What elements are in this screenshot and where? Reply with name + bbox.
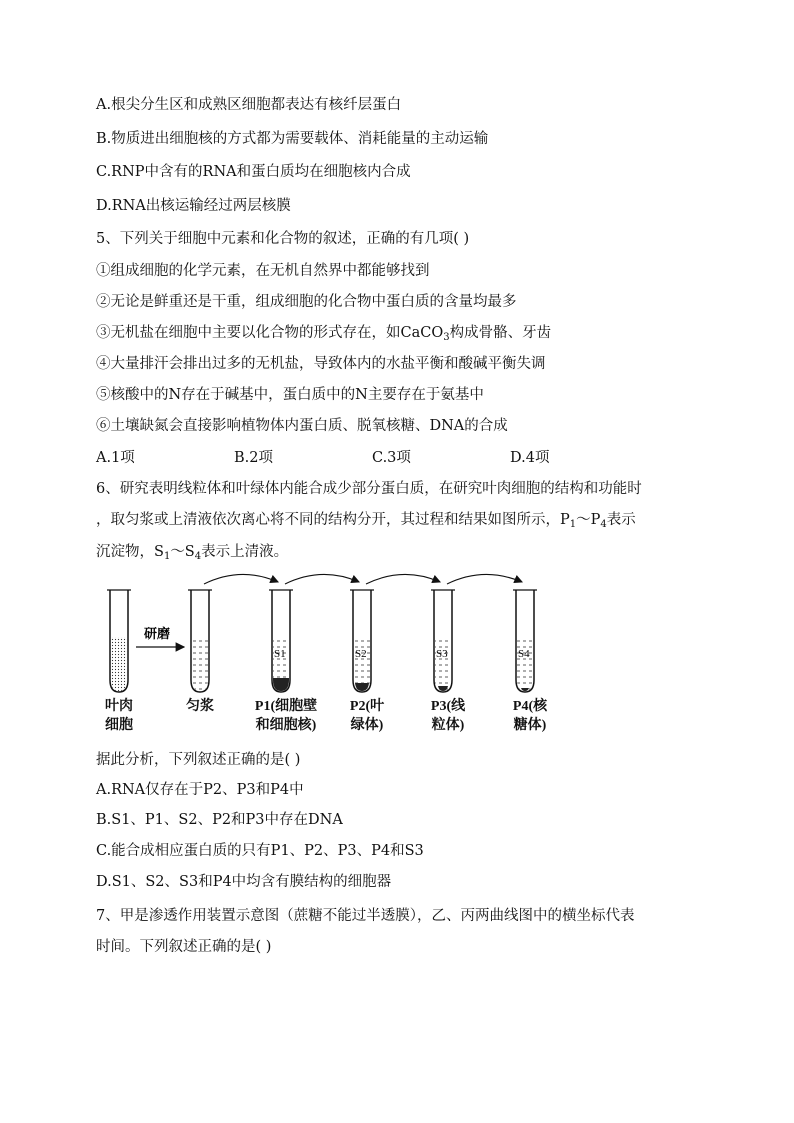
q5-option-b: B.2项 [234, 450, 273, 466]
tube1-label-line2: 细胞 [105, 718, 133, 733]
q5-statement-3: ③无机盐在细胞中主要以化合物的形式存在，如CaCO$_3$构成骨骼、牙齿 [96, 325, 552, 343]
s1-label: S1 [274, 648, 286, 660]
tube6-label-line2: 糖体) [513, 718, 547, 733]
tube5-label-line2: 粒体) [431, 718, 465, 733]
tube3-label-line1: P1(细胞壁 [254, 699, 318, 714]
q6-option-b: B.S1、P1、S2、P2和P3中存在DNA [96, 812, 343, 828]
q6-option-d: D.S1、S2、S3和P4中均含有膜结构的细胞器 [96, 874, 392, 890]
tube-p2 [350, 590, 374, 692]
q5-statement-6: ⑥土壤缺氮会直接影响植物体内蛋白质、脱氧核糖、DNA的合成 [96, 418, 508, 434]
q6-option-c: C.能合成相应蛋白质的只有P1、P2、P3、P4和S3 [96, 843, 424, 859]
tube-homogenate [188, 590, 212, 692]
q6-stem-line2: ，取匀浆或上清液依次离心将不同的结构分开，其过程和结果如图所示，$P_1\sim P_4$表示 [96, 512, 636, 530]
q7-stem-line2: 时间。下列叙述正确的是( ) [96, 939, 272, 955]
q4-option-c: C.RNP中含有的RNA和蛋白质均在细胞核内合成 [96, 164, 411, 180]
tube-p4 [513, 590, 537, 692]
tube-p3 [431, 590, 455, 692]
centrifugation-figure [96, 572, 566, 742]
q5-statement-1: ①组成细胞的化学元素，在无机自然界中都能够找到 [96, 263, 430, 279]
transfer-arcs [204, 574, 522, 584]
s4-label: S4 [518, 648, 530, 660]
s2-label: S2 [355, 648, 367, 660]
q5-statement-2: ②无论是鲜重还是干重，组成细胞的化合物中蛋白质的含量均最多 [96, 294, 517, 310]
tube6-label-line1: P4(核 [512, 699, 548, 714]
tube4-label-line1: P2(叶 [349, 699, 385, 714]
q5-option-d: D.4项 [510, 450, 550, 466]
grinding-label: 研磨 [144, 626, 171, 641]
q4-option-d: D.RNA出核运输经过两层核膜 [96, 198, 291, 214]
tube4-label-line2: 绿体) [350, 718, 384, 733]
q5-statement-5: ⑤核酸中的N存在于碱基中，蛋白质中的N主要存在于氨基中 [96, 387, 484, 403]
q4-option-b: B.物质进出细胞核的方式都为需要载体、消耗能量的主动运输 [96, 131, 489, 147]
s3-label: S3 [436, 648, 448, 660]
tube1-label-line1: 叶肉 [105, 699, 133, 714]
tube3-label-line2: 和细胞核) [255, 718, 317, 733]
q7-stem-line1: 7、甲是渗透作用装置示意图（蔗糖不能过半透膜），乙、丙两曲线图中的横坐标代表 [96, 908, 635, 924]
q5-option-a: A.1项 [96, 450, 135, 466]
tube2-label: 匀浆 [186, 699, 214, 714]
q5-option-c: C.3项 [372, 450, 411, 466]
tube-leaf-cells [107, 590, 131, 692]
tube5-label-line1: P3(线 [430, 699, 466, 714]
q6-question: 据此分析，下列叙述正确的是( ) [96, 752, 301, 768]
q5-statement-4: ④大量排汗会排出过多的无机盐，导致体内的水盐平衡和酸碱平衡失调 [96, 356, 546, 372]
q6-stem-line1: 6、研究表明线粒体和叶绿体内能合成少部分蛋白质，在研究叶肉细胞的结构和功能时 [96, 481, 642, 497]
q5-stem: 5、下列关于细胞中元素和化合物的叙述，正确的有几项( ) [96, 231, 470, 247]
q6-option-a: A.RNA仅存在于P2、P3和P4中 [96, 782, 304, 798]
q4-option-a: A.根尖分生区和成熟区细胞都表达有核纤层蛋白 [96, 97, 402, 113]
q6-stem-line3: 沉淀物，$S_1\sim S_4$表示上清液。 [96, 544, 289, 562]
tube-p1 [269, 590, 293, 692]
